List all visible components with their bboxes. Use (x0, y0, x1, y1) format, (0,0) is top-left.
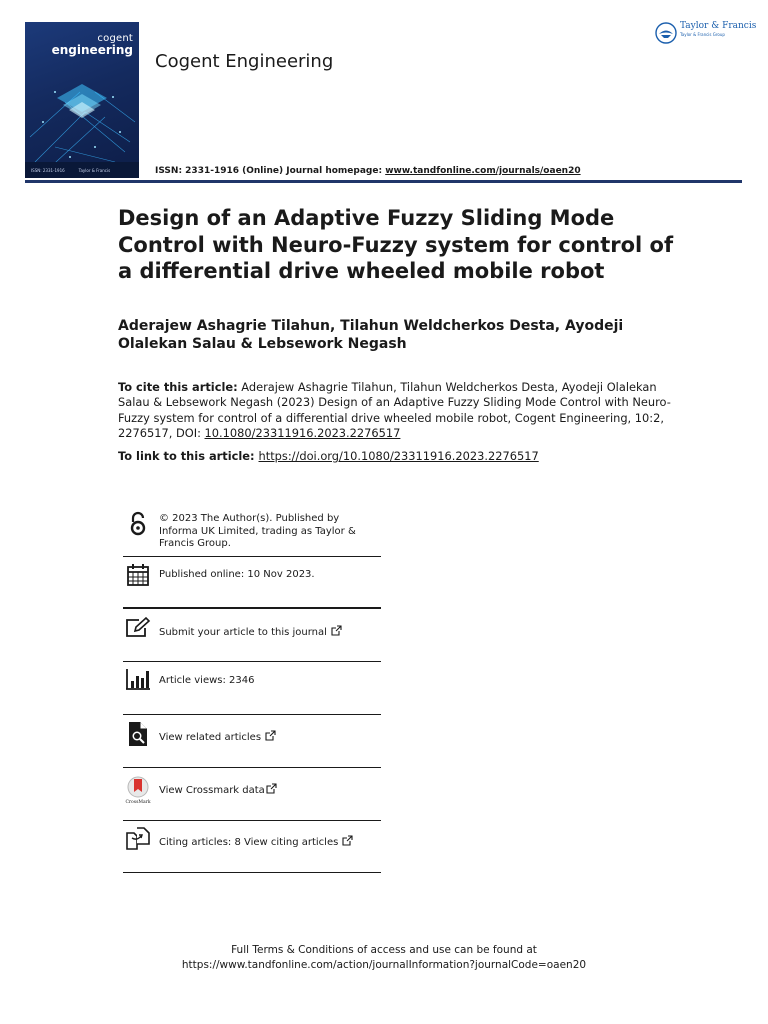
info-divider (123, 661, 381, 662)
article-title: Design of an Adaptive Fuzzy Sliding Mode Control with Neuro-Fuzzy system for control of a differential drive wheeled mobile robot (118, 206, 674, 283)
publisher-logo[interactable] (655, 22, 756, 44)
citing-articles-icon (123, 827, 153, 855)
citing-row[interactable] (123, 827, 381, 855)
info-divider (123, 820, 381, 821)
license-row (123, 511, 381, 551)
submit-article-link[interactable]: Submit your article to this journal (159, 627, 327, 638)
crossmark-icon-text: CrossMark (125, 800, 151, 805)
terms-url[interactable]: https://www.tandfonline.com/action/journalInformation?journalCode=oaen20 (181, 958, 587, 971)
cover-title-line1: cogent (97, 33, 133, 44)
info-divider (123, 556, 381, 557)
crossmark-icon (123, 775, 153, 803)
calendar-icon (123, 563, 153, 591)
article-views: Article views: 2346 (159, 675, 255, 686)
external-link-icon (331, 625, 342, 641)
journal-name: Cogent Engineering (155, 51, 334, 72)
open-access-icon (123, 511, 153, 539)
issn-homepage-line (155, 166, 581, 176)
submit-row[interactable] (123, 617, 381, 645)
article-doi-link[interactable]: https://doi.org/10.1080/23311916.2023.2276517 (258, 449, 539, 463)
journal-homepage-link[interactable]: www.tandfonline.com/journals/oaen20 (385, 166, 581, 176)
info-divider (123, 767, 381, 768)
cite-label: To cite this article: (118, 380, 238, 394)
terms-text: Full Terms & Conditions of access and use can be found at (231, 944, 537, 956)
info-divider (123, 607, 381, 609)
header-divider (25, 180, 742, 183)
article-link-line (118, 449, 539, 463)
citing-articles-link[interactable]: Citing articles: 8 View citing articles (159, 837, 339, 848)
article-authors: Aderajew Ashagrie Tilahun, Tilahun Weldcherkos Desta, Ayodeji Olalekan Salau & Lebsework Negash (118, 318, 624, 352)
publisher-name: Taylor & Francis (680, 21, 757, 31)
cover-title (52, 34, 133, 56)
views-row (123, 668, 381, 696)
citation-block (118, 380, 673, 441)
cover-issn: ISSN: 2331-1916 (31, 167, 65, 173)
publisher-subtitle: Taylor & Francis Group (680, 32, 725, 37)
external-link-icon (265, 730, 276, 746)
published-date: Published online: 10 Nov 2023. (159, 569, 315, 580)
cover-publisher: Taylor & Francis (78, 167, 111, 173)
document-search-icon (123, 721, 153, 749)
info-divider (123, 714, 381, 715)
cover-title-line2: engineering (51, 43, 133, 57)
bar-chart-icon (123, 668, 153, 696)
issn-text: ISSN: 2331-1916 (Online) Journal homepage: (155, 166, 386, 176)
cite-doi-link[interactable]: 10.1080/23311916.2023.2276517 (204, 425, 401, 440)
crossmark-row[interactable] (123, 775, 381, 803)
published-row (123, 563, 381, 591)
info-divider (123, 872, 381, 873)
journal-cover-image (25, 22, 139, 178)
external-link-icon (266, 783, 277, 799)
external-link-icon (342, 835, 353, 851)
license-text: © 2023 The Author(s). Published by Informa UK Limited, trading as Taylor & Francis Group. (159, 513, 356, 549)
related-articles-link[interactable]: View related articles (159, 732, 262, 743)
edit-icon (123, 617, 153, 645)
cite-text: Aderajew Ashagrie Tilahun, Tilahun Weldcherkos Desta, Ayodeji Olalekan Salau & Lebsework Negash (2023) Design of an Adaptive Fuzzy Sliding Mode Control with Neuro-Fuzzy system for control of a differential drive wheeled mobile robot, Cogent Engineering, 10:2, 2276517, DOI: (118, 380, 671, 440)
link-label: To link to this article: (118, 449, 259, 463)
terms-footer (0, 943, 768, 972)
related-row[interactable] (123, 721, 381, 749)
crossmark-data-link[interactable]: View Crossmark data (159, 785, 265, 796)
cover-footer (25, 162, 139, 178)
taylor-francis-icon (655, 22, 677, 44)
